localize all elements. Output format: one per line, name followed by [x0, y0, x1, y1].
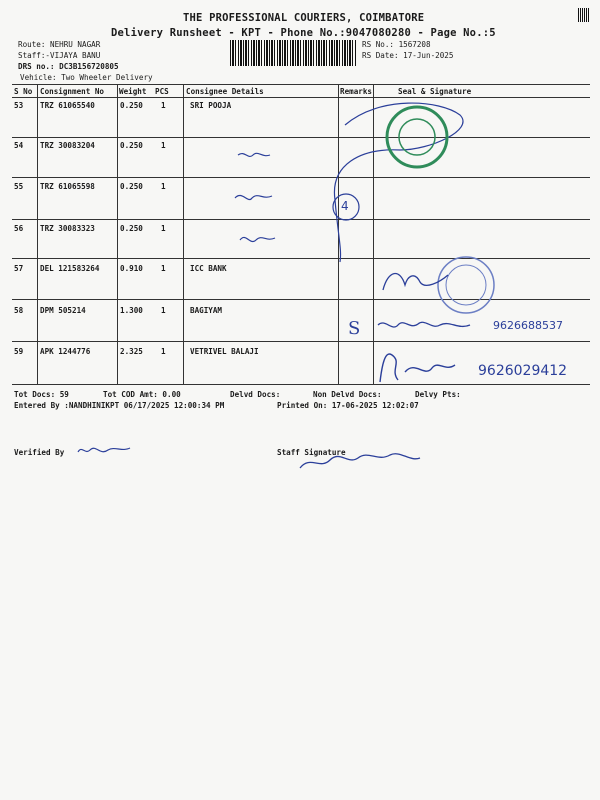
- row-pcs: 1: [161, 306, 166, 315]
- row-weight: 2.325: [120, 347, 143, 356]
- route-label: Route: NEHRU NAGAR: [18, 40, 101, 49]
- row-pcs: 1: [161, 347, 166, 356]
- row-consignee: SRI POOJA: [190, 101, 232, 110]
- col-header-seal: Seal & Signature: [398, 87, 472, 96]
- company-title: THE PROFESSIONAL COURIERS, COIMBATORE: [183, 12, 425, 24]
- circled-number: 4: [341, 199, 349, 213]
- col-header-pcs: PCS: [155, 87, 169, 96]
- shop-stamp: [387, 107, 447, 167]
- delvy-pts: Delvy Pts:: [415, 390, 461, 399]
- signature-row58: [378, 322, 470, 327]
- row-sno: 58: [14, 306, 24, 315]
- col-header-weight: Weight: [119, 87, 147, 96]
- row-weight: 0.250: [120, 101, 143, 110]
- row-consignment: APK 1244776: [40, 347, 91, 356]
- row-remark: S: [348, 318, 361, 339]
- row-consignment: TRZ 30083323: [40, 224, 95, 233]
- runsheet-subtitle: Delivery Runsheet - KPT - Phone No.:9047080280 - Page No.:5: [111, 27, 496, 39]
- signature-row55: [235, 195, 272, 199]
- row-pcs: 1: [161, 141, 166, 150]
- rs-number: RS No.: 1567208: [362, 40, 431, 49]
- row-consignee: ICC BANK: [190, 264, 227, 273]
- row-sno: 57: [14, 264, 24, 273]
- row-consignee: BAGIYAM: [190, 306, 223, 315]
- row-pcs: 1: [161, 264, 166, 273]
- verified-by-label: Verified By: [14, 448, 65, 457]
- row-weight: 0.250: [120, 141, 143, 150]
- row-consignment: DPM 505214: [40, 306, 86, 315]
- col-header-remarks: Remarks: [340, 87, 373, 96]
- entered-by: Entered By :NANDHINIKPT 06/17/2025 12:00:34 PM: [14, 401, 225, 410]
- staff-label: Staff:-VIJAYA BANU: [18, 51, 101, 60]
- row-consignment: TRZ 30083204: [40, 141, 95, 150]
- row58-handwritten-phone: 9626688537: [493, 319, 563, 332]
- signature-row56: [240, 237, 275, 241]
- row-sno: 59: [14, 347, 24, 356]
- col-header-consignee: Consignee Details: [186, 87, 264, 96]
- printed-on: Printed On: 17-06-2025 12:02:07: [277, 401, 419, 410]
- row-weight: 0.250: [120, 182, 143, 191]
- row-consignment: TRZ 61065598: [40, 182, 95, 191]
- row-sno: 54: [14, 141, 24, 150]
- row-sno: 55: [14, 182, 24, 191]
- row-pcs: 1: [161, 101, 166, 110]
- delvd-docs: Delvd Docs:: [230, 390, 281, 399]
- col-header-sno: S No: [14, 87, 33, 96]
- row-sno: 56: [14, 224, 24, 233]
- tot-cod: Tot COD Amt: 0.00: [103, 390, 181, 399]
- row-consignment: DEL 121583264: [40, 264, 100, 273]
- row-weight: 1.300: [120, 306, 143, 315]
- row-weight: 0.250: [120, 224, 143, 233]
- row-consignment: TRZ 61065540: [40, 101, 95, 110]
- row-weight: 0.910: [120, 264, 143, 273]
- non-delvd-docs: Non Delvd Docs:: [313, 390, 382, 399]
- col-header-consignment: Consignment No: [40, 87, 105, 96]
- rs-date: RS Date: 17-Jun-2025: [362, 51, 454, 60]
- row-sno: 53: [14, 101, 24, 110]
- signature-row54: [238, 153, 270, 156]
- signature-row59: [380, 354, 455, 382]
- drs-label: DRS no.: DC3B156720805: [18, 62, 119, 71]
- vehicle-label: Vehicle: Two Wheeler Delivery: [20, 73, 153, 82]
- row-pcs: 1: [161, 182, 166, 191]
- row-consignee: VETRIVEL BALAJI: [190, 347, 259, 356]
- row-pcs: 1: [161, 224, 166, 233]
- verified-signature: [78, 448, 130, 452]
- row59-handwritten-phone: 9626029412: [478, 363, 568, 379]
- tot-docs: Tot Docs: 59: [14, 390, 69, 399]
- staff-signature-label: Staff Signature: [277, 448, 346, 457]
